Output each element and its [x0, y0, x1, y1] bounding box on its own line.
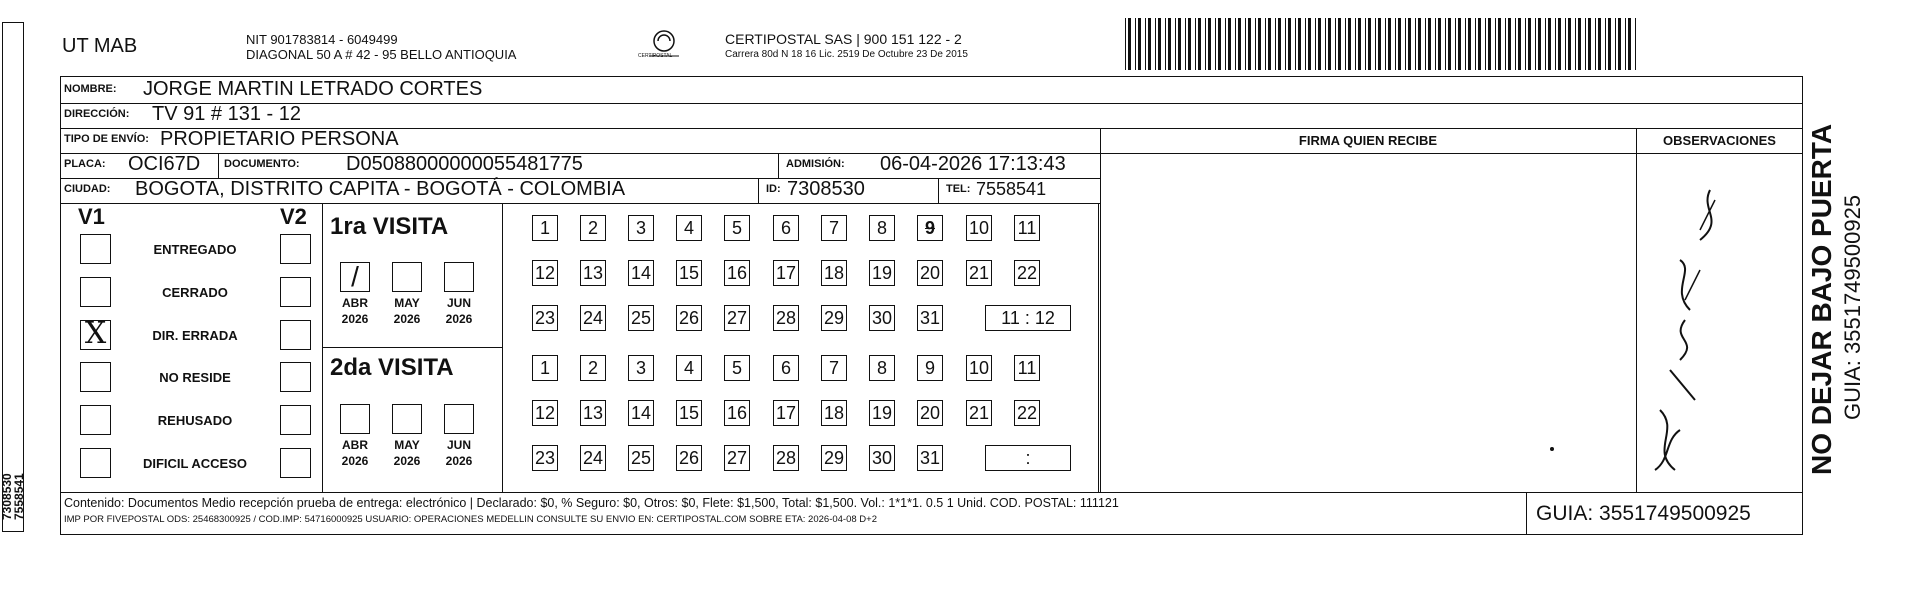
day-box[interactable]: 27 — [724, 305, 750, 331]
barcode-bar — [1288, 18, 1291, 70]
handwritten-signature — [1640, 170, 1740, 490]
v2-checkbox[interactable] — [280, 320, 311, 350]
barcode-bar — [1508, 18, 1511, 70]
day-box[interactable]: 26 — [676, 305, 702, 331]
barcode-bar — [1365, 18, 1366, 70]
barcode-bar — [1425, 18, 1426, 70]
barcode-bar — [1605, 18, 1606, 70]
barcode-bar — [1528, 18, 1531, 70]
barcode-bar — [1465, 18, 1466, 70]
barcode-bar — [1635, 18, 1636, 70]
barcode-bar — [1355, 18, 1356, 70]
barcode-bar — [1228, 18, 1231, 70]
month-checkbox[interactable]: / — [340, 262, 370, 292]
barcode-bar — [1145, 18, 1146, 70]
barcode-bar — [1338, 18, 1341, 70]
status-label: NO RESIDE — [159, 370, 231, 385]
barcode-bar — [1418, 18, 1421, 70]
footer-contenido: Contenido: Documentos Medio recepción prueba de entrega: electrónico | Declarado: $0, % Seguro: $0, Otros: $0, Flete: $1,500, Total: $1,500. Vol.: 1*1*1. 0.5 1 Unid. COD. POSTAL: 111121 — [64, 496, 1119, 510]
firma-header: FIRMA QUIEN RECIBE — [1298, 133, 1438, 148]
barcode-bar — [1168, 18, 1171, 70]
barcode-bar — [1608, 18, 1611, 70]
day-box[interactable]: 14 — [628, 400, 654, 426]
barcode-bar — [1405, 18, 1406, 70]
ciudad-label: CIUDAD: — [64, 183, 111, 195]
day-box[interactable]: 25 — [628, 305, 654, 331]
day-box[interactable]: 29 — [821, 445, 847, 471]
year-label: 2026 — [445, 454, 473, 468]
barcode-bar — [1175, 18, 1176, 70]
nombre-label: NOMBRE: — [64, 83, 117, 95]
barcode-bar — [1335, 18, 1336, 70]
day-box[interactable]: 12 — [532, 400, 558, 426]
day-box[interactable]: 1 — [532, 355, 558, 381]
barcode-bar — [1285, 18, 1286, 70]
day-box[interactable]: 18 — [821, 260, 847, 286]
day-box[interactable]: 4 — [676, 215, 702, 241]
day-box[interactable]: 3 — [628, 215, 654, 241]
v1-label: V1 — [78, 204, 105, 229]
day-box[interactable]: 8 — [869, 215, 895, 241]
day-box[interactable]: 8 — [869, 355, 895, 381]
barcode-bar — [1185, 18, 1186, 70]
day-box[interactable]: 5 — [724, 215, 750, 241]
status-label: DIR. ERRADA — [152, 328, 238, 343]
barcode-bar — [1215, 18, 1216, 70]
carrier-license: Carrera 80d N 18 16 Lic. 2519 De Octubre 23 De 2015 — [725, 49, 968, 60]
documento-value: D05088000000055481775 — [346, 153, 583, 175]
month-checkbox[interactable] — [392, 404, 422, 434]
day-box[interactable]: 30 — [869, 445, 895, 471]
barcode-bar — [1408, 18, 1411, 70]
barcode-bar — [1538, 18, 1541, 70]
day-box[interactable]: 27 — [724, 445, 750, 471]
barcode-bar — [1158, 18, 1161, 70]
barcode-bar — [1378, 18, 1381, 70]
day-box[interactable]: 1 — [532, 215, 558, 241]
barcode-bar — [1488, 18, 1491, 70]
day-box[interactable]: 12 — [532, 260, 558, 286]
barcode-bar — [1485, 18, 1486, 70]
barcode-bar — [1258, 18, 1261, 70]
barcode-bar — [1385, 18, 1386, 70]
barcode-bar — [1208, 18, 1211, 70]
month-checkbox[interactable] — [340, 404, 370, 434]
v2-checkbox[interactable] — [280, 448, 311, 478]
barcode-bar — [1198, 18, 1201, 70]
day-box[interactable]: 24 — [580, 305, 606, 331]
barcode-bar — [1558, 18, 1561, 70]
admision-value: 06-04-2026 17:13:43 — [880, 153, 1066, 175]
id-value: 7308530 — [787, 178, 865, 200]
no-dejar-notice: NO DEJAR BAJO PUERTA — [1806, 123, 1837, 475]
barcode-bar — [1428, 18, 1431, 70]
barcode-bar — [1155, 18, 1156, 70]
day-box[interactable]: 28 — [773, 305, 799, 331]
barcode-bar — [1448, 18, 1451, 70]
status-label: DIFICIL ACCESO — [142, 456, 247, 471]
visit-2-title: 2da VISITA — [330, 354, 454, 381]
day-box[interactable]: 28 — [773, 445, 799, 471]
barcode-bar — [1625, 18, 1626, 70]
barcode-bar — [1375, 18, 1376, 70]
year-label: 2026 — [445, 312, 473, 326]
barcode-bar — [1205, 18, 1206, 70]
barcode-bar — [1578, 18, 1581, 70]
day-box[interactable]: 13 — [580, 400, 606, 426]
month-checkbox[interactable] — [392, 262, 422, 292]
barcode-bar — [1235, 18, 1236, 70]
barcode-bar — [1328, 18, 1331, 70]
month-checkbox[interactable] — [444, 404, 474, 434]
tel-value: 7558541 — [976, 179, 1047, 199]
v2-checkbox[interactable] — [280, 234, 311, 264]
barcode-bar — [1535, 18, 1536, 70]
v1-checkbox[interactable] — [80, 234, 111, 264]
ciudad-value: BOGOTA, DISTRITO CAPITA - BOGOTÁ - COLOMBIA — [135, 178, 626, 200]
day-box[interactable]: 31 — [917, 305, 943, 331]
barcode-bar — [1225, 18, 1226, 70]
barcode-bar — [1455, 18, 1456, 70]
barcode-bar — [1595, 18, 1596, 70]
day-box[interactable]: 25 — [628, 445, 654, 471]
direccion-value: TV 91 # 131 - 12 — [152, 103, 301, 125]
day-box[interactable]: 6 — [773, 215, 799, 241]
placa-label: PLACA: — [64, 158, 106, 170]
day-box[interactable]: 7 — [821, 355, 847, 381]
barcode-bar — [1545, 18, 1546, 70]
month-label: MAY — [394, 296, 420, 310]
year-label: 2026 — [393, 312, 421, 326]
barcode-bar — [1348, 18, 1351, 70]
barcode-bar — [1388, 18, 1391, 70]
day-box[interactable]: 16 — [724, 400, 750, 426]
barcode-bar — [1498, 18, 1501, 70]
barcode-bar — [1618, 18, 1621, 70]
year-label: 2026 — [393, 454, 421, 468]
barcode-bar — [1435, 18, 1436, 70]
sender-name: UT MAB — [62, 35, 138, 57]
barcode-bar — [1248, 18, 1251, 70]
barcode-bar — [1548, 18, 1551, 70]
barcode-bar — [1515, 18, 1516, 70]
nombre-value: JORGE MARTIN LETRADO CORTES — [143, 78, 483, 100]
day-box[interactable]: 15 — [676, 400, 702, 426]
barcode-bar — [1298, 18, 1301, 70]
barcode-bar — [1358, 18, 1361, 70]
day-box[interactable]: 26 — [676, 445, 702, 471]
admision-label: ADMISIÓN: — [786, 158, 845, 170]
v2-label: V2 — [280, 204, 307, 229]
month-label: JUN — [446, 438, 471, 452]
day-box[interactable]: 22 — [1014, 260, 1040, 286]
side-strip-text-2: 7558541 — [12, 473, 26, 520]
v2-checkbox[interactable] — [280, 277, 311, 307]
day-box[interactable]: 11 — [1014, 215, 1040, 241]
month-label: ABR — [342, 438, 368, 452]
month-label: ABR — [342, 296, 368, 310]
barcode-bar — [1458, 18, 1461, 70]
barcode-bar — [1165, 18, 1166, 70]
day-box[interactable]: 3 — [628, 355, 654, 381]
barcode-bar — [1478, 18, 1481, 70]
right-guia: GUIA: 3551749500925 — [1840, 194, 1865, 420]
visit-1-title: 1ra VISITA — [330, 213, 449, 240]
day-box[interactable]: 20 — [917, 400, 943, 426]
barcode-bar — [1318, 18, 1321, 70]
barcode-bar — [1125, 18, 1126, 70]
barcode-bar — [1265, 18, 1266, 70]
day-box[interactable]: 23 — [532, 445, 558, 471]
signature-dot — [1550, 447, 1554, 451]
v1-checkbox[interactable] — [80, 362, 111, 392]
barcode-bar — [1178, 18, 1181, 70]
barcode-bar — [1218, 18, 1221, 70]
day-box[interactable]: 19 — [869, 260, 895, 286]
barcode-bar — [1295, 18, 1296, 70]
status-label: REHUSADO — [157, 413, 233, 428]
barcode-bar — [1518, 18, 1521, 70]
day-box[interactable]: 20 — [917, 260, 943, 286]
barcode-bar — [1148, 18, 1151, 70]
side-strip-text-1: 7308530 — [0, 473, 14, 520]
v2-checkbox[interactable] — [280, 362, 311, 392]
day-box[interactable]: 13 — [580, 260, 606, 286]
barcode-bar — [1555, 18, 1556, 70]
tel-label: TEL: — [946, 183, 971, 195]
barcode-bar — [1415, 18, 1416, 70]
barcode-bar — [1398, 18, 1401, 70]
status-label: CERRADO — [162, 285, 228, 300]
day-box[interactable]: 15 — [676, 260, 702, 286]
v1-checkbox[interactable]: X — [80, 320, 111, 350]
barcode-bar — [1315, 18, 1316, 70]
barcode-bar — [1438, 18, 1441, 70]
day-box[interactable]: 10 — [966, 215, 992, 241]
barcode-bar — [1468, 18, 1471, 70]
day-box[interactable]: 21 — [966, 260, 992, 286]
documento-label: DOCUMENTO: — [224, 158, 300, 170]
day-box[interactable]: 9 — [917, 215, 943, 241]
day-box[interactable]: 18 — [821, 400, 847, 426]
day-box[interactable]: 21 — [966, 400, 992, 426]
barcode-bar — [1585, 18, 1586, 70]
footer-imp: IMP POR FIVEPOSTAL ODS: 25468300925 / COD.IMP: 54716000925 USUARIO: OPERACIONES MEDELLIN CONSULTE SU ENVIO EN: CERTIPOSTAL.COM SOBRE ETA: 2026-04-08 D+2 — [64, 514, 877, 525]
barcode-bar — [1238, 18, 1241, 70]
day-box[interactable]: 10 — [966, 355, 992, 381]
barcode-bar — [1305, 18, 1306, 70]
day-box[interactable]: 23 — [532, 305, 558, 331]
day-box[interactable]: 4 — [676, 355, 702, 381]
sender-address: DIAGONAL 50 A # 42 - 95 BELLO ANTIOQUIA — [246, 47, 517, 62]
year-label: 2026 — [341, 454, 369, 468]
barcode-bar — [1588, 18, 1591, 70]
barcode-bar — [1598, 18, 1601, 70]
tipo-envio-label: TIPO DE ENVÍO: — [64, 133, 149, 145]
day-box[interactable]: 22 — [1014, 400, 1040, 426]
observaciones-header: OBSERVACIONES — [1663, 133, 1776, 148]
v1-checkbox[interactable] — [80, 277, 111, 307]
barcode-bar — [1575, 18, 1576, 70]
barcode-bar — [1308, 18, 1311, 70]
day-box[interactable]: 30 — [869, 305, 895, 331]
sender-nit: NIT 901783814 - 6049499 — [246, 32, 398, 47]
tipo-envio-value: PROPIETARIO PERSONA — [160, 128, 399, 150]
barcode-bar — [1245, 18, 1246, 70]
day-box[interactable]: 5 — [724, 355, 750, 381]
logo-caption: CERTIPOSTAL — [638, 53, 673, 59]
day-box[interactable]: 7 — [821, 215, 847, 241]
footer-guia: GUIA: 3551749500925 — [1536, 502, 1751, 525]
visit-time-box[interactable]: : — [985, 445, 1071, 471]
day-box[interactable]: 2 — [580, 215, 606, 241]
barcode-bar — [1268, 18, 1271, 70]
v2-checkbox[interactable] — [280, 405, 311, 435]
month-label: JUN — [446, 296, 471, 310]
barcode-bar — [1628, 18, 1631, 70]
barcode-bar — [1445, 18, 1446, 70]
barcode-bar — [1325, 18, 1326, 70]
day-box[interactable]: 24 — [580, 445, 606, 471]
barcode-bar — [1495, 18, 1496, 70]
barcode-bar — [1505, 18, 1506, 70]
day-box[interactable]: 17 — [773, 400, 799, 426]
month-checkbox[interactable] — [444, 262, 474, 292]
visit-time-box[interactable]: 11 : 12 — [985, 305, 1071, 331]
barcode — [1125, 18, 1645, 70]
barcode-bar — [1615, 18, 1616, 70]
barcode-bar — [1475, 18, 1476, 70]
day-box[interactable]: 16 — [724, 260, 750, 286]
barcode-bar — [1135, 18, 1136, 70]
day-box[interactable]: 17 — [773, 260, 799, 286]
v1-checkbox[interactable] — [80, 405, 111, 435]
status-label: ENTREGADO — [153, 242, 237, 257]
barcode-bar — [1255, 18, 1256, 70]
side-strip — [2, 22, 24, 532]
barcode-bar — [1368, 18, 1371, 70]
day-box[interactable]: 2 — [580, 355, 606, 381]
id-label: ID: — [766, 183, 781, 195]
barcode-bar — [1138, 18, 1141, 70]
day-box[interactable]: 31 — [917, 445, 943, 471]
barcode-bar — [1565, 18, 1566, 70]
day-box[interactable]: 9 — [917, 355, 943, 381]
barcode-bar — [1275, 18, 1276, 70]
carrier-name: CERTIPOSTAL SAS | 900 151 122 - 2 — [725, 31, 962, 47]
v1-checkbox[interactable] — [80, 448, 111, 478]
day-box[interactable]: 19 — [869, 400, 895, 426]
barcode-bar — [1195, 18, 1196, 70]
day-box[interactable]: 6 — [773, 355, 799, 381]
barcode-bar — [1345, 18, 1346, 70]
placa-value: OCI67D — [128, 153, 201, 175]
day-box[interactable]: 14 — [628, 260, 654, 286]
barcode-bar — [1568, 18, 1571, 70]
year-label: 2026 — [341, 312, 369, 326]
barcode-bar — [1188, 18, 1191, 70]
barcode-bar — [1128, 18, 1131, 70]
day-box[interactable]: 29 — [821, 305, 847, 331]
barcode-bar — [1395, 18, 1396, 70]
barcode-bar — [1278, 18, 1281, 70]
month-label: MAY — [394, 438, 420, 452]
day-box[interactable]: 11 — [1014, 355, 1040, 381]
barcode-bar — [1525, 18, 1526, 70]
direccion-label: DIRECCIÓN: — [64, 108, 130, 120]
